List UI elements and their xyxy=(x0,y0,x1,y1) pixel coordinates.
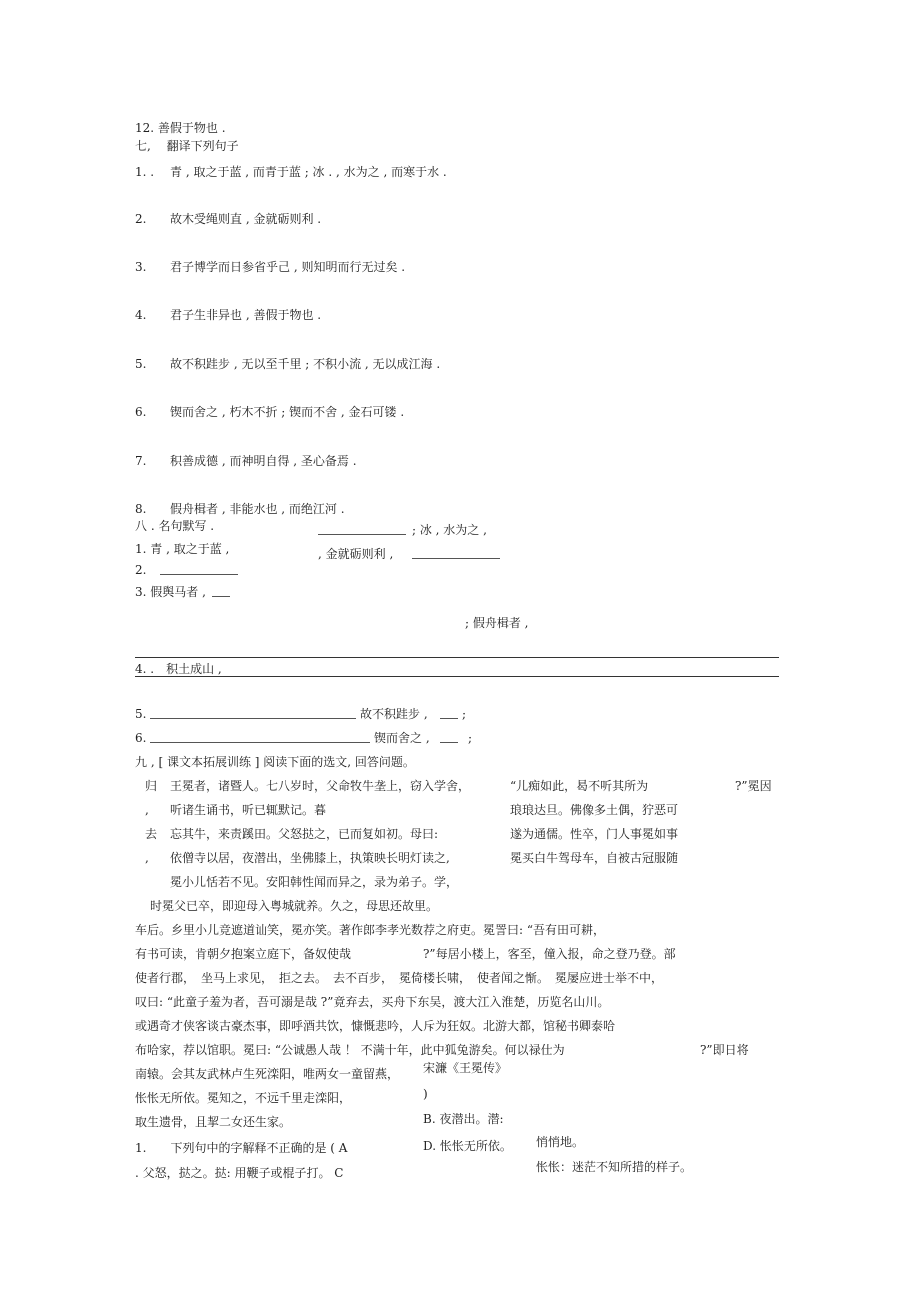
line5-num: 5. xyxy=(135,707,147,721)
blank-line2 xyxy=(412,547,500,562)
col-left-3: 去 xyxy=(145,827,158,841)
col-left-1: 归 xyxy=(145,779,158,793)
translate-text-3: 君子博学而日参省乎己 , 则知明而行无过矣 . xyxy=(170,260,406,274)
passage-d-3: 车后。乡里小儿竞遮道讪笑，冕亦笑。著作郎李孝光数荐之府吏。冕詈曰: “吾有田可耕， xyxy=(135,923,605,937)
line3-right: ; 假舟楫者 , xyxy=(465,616,529,630)
item-12: 12. 善假于物也 . xyxy=(135,121,226,135)
line5-text: 故不积跬步 , xyxy=(360,707,428,721)
translate-text-8: 假舟楫者 , 非能水也 , 而绝江河 . xyxy=(170,502,345,516)
passage-e-2: 怅怅无所依。冕知之，不远千里走滦阳， xyxy=(135,1091,352,1105)
q1-option-d: D. 怅怅无所依。 xyxy=(423,1139,512,1153)
translate-num-8: 8. xyxy=(135,502,147,516)
passage-a-3: 忘其牛，来责蹊田。父怒挞之，已而复如初。母曰: xyxy=(170,827,439,841)
q1-option-b-answer: 悄悄地。 xyxy=(536,1135,585,1149)
col-left-2: , xyxy=(145,803,149,817)
passage-d-8: 布哈家，荐以馆职。冕曰: “公诚愚人哉 ！ 不满十年，此中狐兔游矣。何以禄仕为 xyxy=(135,1043,565,1057)
translate-num-6: 6. xyxy=(135,405,147,419)
line6-text: 锲而舍之 , xyxy=(374,731,430,745)
blank-line3 xyxy=(212,585,230,600)
passage-c: ?”冕因 xyxy=(735,779,772,793)
passage-e-1: 南辕。会其友武林卢生死滦阳，唯两女一童留燕， xyxy=(135,1067,400,1081)
translate-num-5: 5. xyxy=(135,357,147,371)
translate-num-4: 4. xyxy=(135,308,147,322)
translate-num-1: 1. . xyxy=(135,165,155,179)
line6-num: 6. xyxy=(135,731,147,745)
col-left-4: , xyxy=(145,851,149,865)
passage-d2: ?”每居小楼上，客至，僮入报，命之登乃登。部 xyxy=(423,947,676,961)
line6-end: ; xyxy=(468,731,473,745)
passage-d-7: 或遇奇才侠客谈古豪杰事，即呼酒共饮，慷慨悲吟，人斥为狂奴。北游大都，馆秘书卿泰哈 xyxy=(135,1019,616,1033)
blank-line6b xyxy=(440,731,458,746)
line1-right: ; 冰 , 水为之 , xyxy=(412,523,487,537)
translate-text-4: 君子生非异也 , 善假于物也 . xyxy=(170,308,322,322)
passage-d-6: 叹曰: “此童子羞为者，吾可溺是哉 ?”竟弃去，买舟下东吴，渡大江入淮楚，历览名山川。 xyxy=(135,995,610,1009)
line1-left: 1. 青 , 取之于蓝 , xyxy=(135,542,230,556)
translate-text-5: 故不积跬步 , 无以至千里 ; 不积小流 , 无以成江海 . xyxy=(170,357,441,371)
passage-b-2: 琅琅达旦。佛像多土偶，狞恶可 xyxy=(510,803,679,817)
passage-a-1: 王冕者，诸暨人。七八岁时，父命牧牛垄上，窃入学舍， xyxy=(170,779,471,793)
blank-line5b xyxy=(440,707,458,722)
passage-b-4: 冕买白牛驾母车，自被古冠服随 xyxy=(510,851,679,865)
blank-line1 xyxy=(318,523,406,538)
translate-num-2: 2. xyxy=(135,212,147,226)
translate-text-6: 锲而舍之 , 朽木不折 ; 锲而不舍 , 金石可镂 . xyxy=(170,405,405,419)
passage-d-5: 使者行郡， 坐马上求见， 拒之去。 去不百步， 冕倚楼长啸， 使者闻之惭。 冕屡应进士举不中， xyxy=(135,971,664,985)
translate-num-3: 3. xyxy=(135,260,147,274)
passage-e-3: 取生遗骨，且挈二女还生家。 xyxy=(135,1115,292,1129)
translate-text-2: 故木受绳则直 , 金就砺则利 . xyxy=(170,212,322,226)
passage-b-1: “儿痴如此，曷不听其所为 xyxy=(510,779,649,793)
section-9-title: 九 , [ 课文本拓展训练 ] 阅读下面的选文, 回答问题。 xyxy=(135,755,415,769)
question-1: 1. 下列句中的字解释不正确的是 ( A xyxy=(135,1141,348,1155)
passage-d-4: 有书可读，肯朝夕抱案立庭下，备奴使哉 xyxy=(135,947,352,961)
translate-text-7: 积善成德 , 而神明自得 , 圣心备焉 . xyxy=(170,454,357,468)
divider-bottom xyxy=(135,676,779,677)
divider-top xyxy=(135,657,779,658)
passage-d3: ?”即日将 xyxy=(700,1043,749,1057)
translate-text-1: 青 , 取之于蓝 , 而青于蓝 ; 冰 . , 水为之 , 而寒于水 . xyxy=(170,165,447,179)
blank-line2b xyxy=(160,563,238,578)
blank-line6 xyxy=(150,731,370,746)
passage-a-2: 听诸生诵书，听已辄默记。暮 xyxy=(170,803,327,817)
line2-right: , 金就砺则利 , xyxy=(318,547,394,561)
section-8-title: 八 . 名句默写 . xyxy=(135,519,215,533)
line3: 3. 假舆马者 , xyxy=(135,585,206,599)
q1-option-a: . 父怒，挞之。挞: 用鞭子或棍子打。 C xyxy=(135,1166,344,1180)
q1-option-b: B. 夜潜出。潜: xyxy=(423,1112,504,1126)
passage-d-2: 时冕父已卒，即迎母入粤城就养。久之，母思还故里。 xyxy=(150,899,439,913)
section-7-title: 七, 翻译下列句子 xyxy=(135,139,239,153)
source: 宋濂《王冕传》 xyxy=(423,1061,508,1075)
source-paren: ) xyxy=(423,1087,428,1101)
blank-line5 xyxy=(150,707,356,722)
passage-d-1: 冕小儿恬若不见。安阳韩性闻而异之，录为弟子。学， xyxy=(170,875,459,889)
line5-end: ; xyxy=(462,707,467,721)
passage-b-3: 遂为通儒。性卒，门人事冕如事 xyxy=(510,827,679,841)
line4: 4. . 积土成山 , xyxy=(135,662,222,676)
line2-num: 2. xyxy=(135,563,147,577)
translate-num-7: 7. xyxy=(135,454,147,468)
q1-option-d-answer: 怅怅：迷茫不知所措的样子。 xyxy=(536,1160,693,1174)
passage-a-4: 依僧寺以居，夜潜出，坐佛膝上，执策映长明灯读之, xyxy=(170,851,450,865)
